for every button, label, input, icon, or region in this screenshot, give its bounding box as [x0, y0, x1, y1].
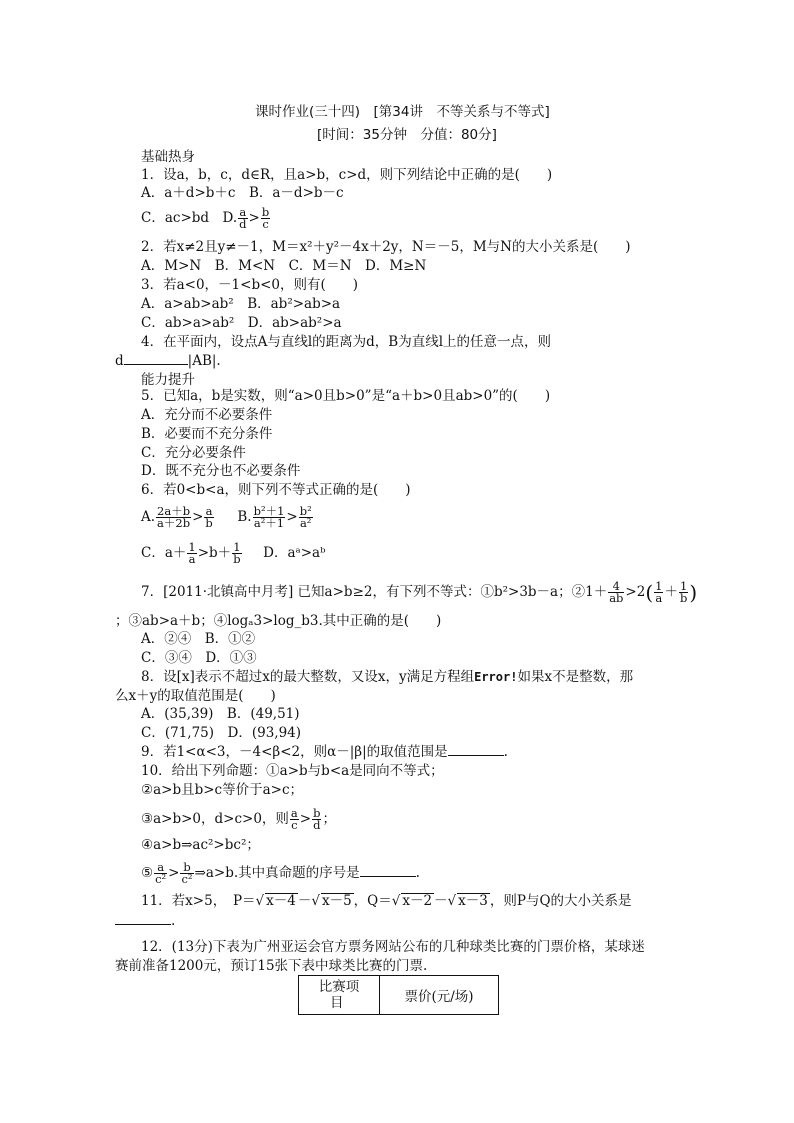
q8-tail: 如果x不是整数，那: [517, 669, 634, 685]
section-advanced: 能力提升: [141, 372, 195, 388]
q10-frac-b-c2: $\frac{b}{\text{c²}}$: [181, 860, 193, 886]
q3-options-ab: A．a>ab>ab² B．ab²>ab>a: [141, 296, 341, 312]
q10-item5-label: ⑤: [141, 865, 154, 881]
q5-stem: 5．已知a，b是实数，则“a>0且b>0”是“a＋b>0且ab>0”的( ): [141, 388, 551, 404]
q7-stem-text: 7．[2011·北镇高中月考] 已知a>b≥2，有下列不等式：①b²>3b－a；②1＋: [141, 584, 608, 600]
q2-options: A．M>N B．M<N C．M＝N D．M≥N: [141, 258, 427, 274]
q7-frac-4-ab: $\frac{4}{ab}$: [609, 579, 624, 605]
q10-item5: ⑤ $\frac{a}{\text{c²}}$ > $\frac{b}{\text{c²}}$ ⇒a>b.其中真命题的序号是 .: [141, 860, 420, 886]
q7-frac-1-a: $\frac{1}{a}$: [655, 579, 663, 605]
q9-stem: 9．若1<α<3，－4<β<2，则α－|β|的取值范围是 .: [141, 744, 508, 760]
q5-option-b: B．必要而不充分条件: [141, 426, 273, 442]
q7-plus: ＋: [664, 584, 678, 600]
q8-stem-text: 8．设[x]表示不超过x的最大整数，又设x，y满足方程组: [141, 669, 475, 685]
q7-options-cd: C．③④ D．①③: [141, 650, 257, 666]
q7-gt2: >2: [625, 584, 646, 600]
q6-a-frac1: $\frac{2a+b}{a+2b}$: [157, 504, 191, 530]
q11-sqrt1: x－4: [266, 893, 296, 909]
q1-options-cd: [141, 207, 271, 230]
table-header-row: [299, 976, 499, 1015]
q7-stem: 7．[2011·北镇高中月考] 已知a>b≥2，有下列不等式：①b²>3b－a；②1＋ $\frac{4}{ab}$ >2( $\frac{1}{a}$ ＋ $\frac{1}{b}$ ): [141, 579, 698, 605]
q11-answer-line: .: [115, 912, 175, 930]
q8-error: Error!: [474, 670, 518, 684]
q12-line1: 12．(13分)下表为广州亚运会官方票务网站公布的几种球类比赛的门票价格，某球迷: [141, 939, 645, 955]
q5-option-c: C．充分必要条件: [141, 445, 246, 461]
page-title: 课时作业(三十四) [第34讲 不等关系与不等式]: [255, 104, 550, 120]
q4-stem: 4．在平面内，设点A与直线l的距离为d，B为直线l上的任意一点，则: [141, 334, 552, 350]
q6-label-a: A.: [141, 509, 156, 525]
q10-item2: ②a>b且b>c等价于a>c；: [141, 782, 304, 798]
q6-c-frac2: $\frac{1}{b}$: [233, 540, 241, 566]
q8-options-ab: A．(35,39) B．(49,51): [141, 706, 300, 722]
q7-options-ab: A．②④ B．①②: [141, 631, 256, 647]
q7-frac-1-b: $\frac{1}{b}$: [679, 579, 688, 605]
q10-item4: ④a>b⇒ac²>bc²；: [141, 837, 260, 853]
page-subtitle: [时间：35分钟 分值：80分]: [317, 127, 497, 143]
q10-item3-text: ③a>b>0，d>c>0，则: [141, 811, 289, 827]
q11-stem-text: 11．若x>5， P＝: [141, 893, 256, 909]
q6-a-gt: >: [192, 509, 204, 525]
q8-line2: 么x＋y的取值范围是( ): [115, 688, 276, 704]
q10-frac-a-c2: $\frac{a}{\text{c²}}$: [155, 860, 167, 886]
q1-gt: >: [248, 210, 260, 226]
q6-b-gt: >: [286, 509, 298, 525]
q1-option-c: C．ac>bd D.: [141, 210, 238, 226]
q11-sqrt2: x－5: [321, 893, 352, 909]
q11-sqrt4: x－3: [458, 893, 488, 909]
q3-options-cd: C．ab>a>ab² D．ab>ab²>a: [141, 315, 342, 331]
q10-item3: ③a>b>0，d>c>0，则 $\frac{a}{c}$ > $\frac{b}{d}$ ；: [141, 806, 336, 832]
q12-line2: 赛前准备1200元，预订15张下表中球类比赛的门票.: [115, 958, 428, 974]
q1-frac-b-c: $\frac{b}{c}$: [261, 205, 270, 231]
q11-tail: ，则P与Q的大小关系是: [489, 893, 632, 909]
q4-ab: |AB|.: [187, 353, 221, 369]
q6-options-cd: [141, 542, 326, 565]
q8-stem: [141, 668, 633, 686]
q11-blank: [115, 924, 171, 925]
q7-line2: ；③ab>a＋b；④logₐ3>log_b3.其中正确的是( ): [115, 613, 442, 629]
table-header-event: 比赛项 目: [299, 976, 380, 1015]
q10-item5-tail: ⇒a>b.其中真命题的序号是: [194, 865, 360, 881]
q6-option-d: D．aᵃ>aᵇ: [263, 545, 326, 561]
q10-frac-a-c: $\frac{a}{c}$: [290, 806, 298, 832]
q4-blank: [124, 364, 188, 365]
q1-frac-a-d: $\frac{a}{d}$: [239, 205, 247, 231]
q10-frac-b-d: $\frac{b}{d}$: [313, 806, 321, 832]
q6-label-c: C．a＋: [141, 545, 187, 561]
section-basic: 基础热身: [141, 149, 195, 165]
ticket-price-table: [298, 975, 499, 1015]
q6-b-frac1: $\frac{\text{b²＋1}}{\text{a²＋1}}$: [253, 504, 285, 530]
q6-stem: 6．若0<b<a，则下列不等式正确的是( ): [141, 482, 411, 498]
q6-options-ab: [141, 506, 314, 529]
q9-stem-text: 9．若1<α<3，－4<β<2，则α－|β|的取值范围是: [141, 744, 448, 760]
q6-b-frac2: $\frac{\text{b²}}{\text{a²}}$: [299, 504, 312, 530]
q1-options-ab: A．a＋d>b＋c B．a－d>b－c: [141, 185, 344, 201]
q9-blank: [448, 755, 504, 756]
q4-d: d: [115, 353, 124, 369]
q6-label-b: B.: [237, 509, 252, 525]
q6-c-frac1: $\frac{1}{a}$: [188, 540, 196, 566]
q3-stem: 3．若a<0，－1<b<0，则有( ): [141, 277, 359, 293]
q2-stem: 2．若x≠2且y≠－1，M＝x²＋y²－4x＋2y，N＝－5，M与N的大小关系是( ): [141, 239, 631, 255]
q10-stem: 10．给出下列命题：①a>b与b<a是同向不等式；: [141, 763, 444, 779]
q6-a-frac2: $\frac{a}{b}$: [205, 504, 213, 530]
q4-answer-line: [115, 352, 221, 370]
table-header-price: 票价(元/场): [380, 976, 499, 1015]
q1-stem: 1．设a，b，c，d∈R，且a>b，c>d，则下列结论中正确的是( ): [141, 167, 553, 183]
q6-c-mid: >b＋: [197, 545, 232, 561]
q11-stem: 11．若x>5， P＝√ x－4 －√ x－5 ，Q＝√ x－2 －√ x－3 ，则P与Q的大小关系是: [141, 893, 632, 909]
q5-option-a: A．充分而不必要条件: [141, 407, 273, 423]
q10-blank: [360, 876, 416, 877]
q11-sqrt3: x－2: [402, 893, 433, 909]
q5-option-d: D．既不充分也不必要条件: [141, 463, 301, 479]
q8-options-cd: C．(71,75) D．(93,94): [141, 725, 302, 741]
